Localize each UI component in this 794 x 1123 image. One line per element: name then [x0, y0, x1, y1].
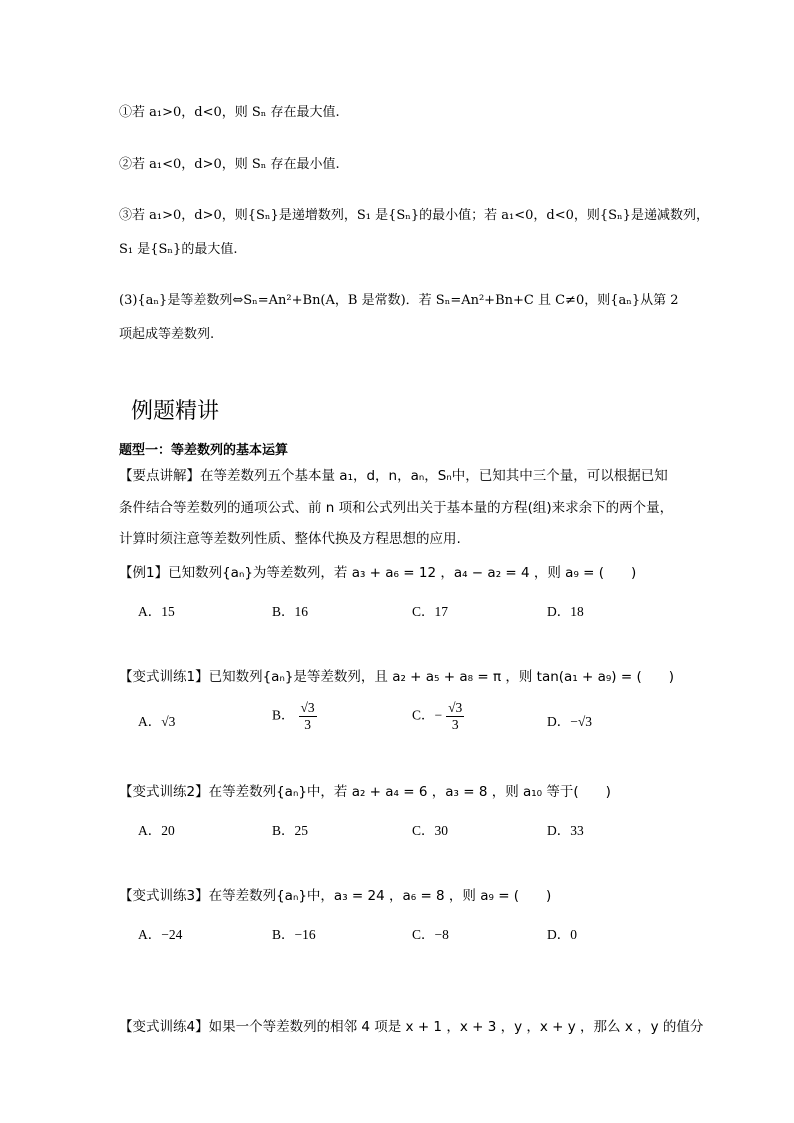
key-points-line-2: 条件结合等差数列的通项公式、前 n 项和公式列出关于基本量的方程(组)来求余下的两个量，	[119, 500, 674, 516]
option-b: B．16	[272, 604, 309, 619]
numerator: √3	[448, 700, 463, 715]
property-4-line-1: (3){aₙ}是等差数列⇔Sₙ=An²+Bn(A，B 是常数)．若 Sₙ=An²+Bn+C 且 C≠0，则{aₙ}从第 2	[119, 293, 679, 308]
property-4-line-2: 项起成等差数列.	[119, 327, 215, 342]
option-c: C．30	[412, 823, 449, 838]
option-a: A．√3	[138, 714, 176, 729]
section-title: 例题精讲	[131, 399, 220, 424]
type1-title: 题型一：等差数列的基本运算	[119, 443, 289, 458]
option-a: A．−24	[138, 927, 183, 942]
example1-options	[0, 600, 794, 622]
variant1-stem: 【变式训练1】已知数列{aₙ}是等差数列，且 a₂ + a₅ + a₈ = π ，则 tan(a₁ + a₉) = ( )	[119, 669, 675, 685]
property-2: ②若 a₁<0，d>0，则 Sₙ 存在最小值.	[119, 157, 340, 172]
variant4-stem: 【变式训练4】如果一个等差数列的相邻 4 项是 x + 1 ，x + 3 ，y ，x + y ，那么 x ，y 的值分	[119, 1019, 704, 1035]
denominator: 3	[451, 717, 459, 732]
variant2-stem: 【变式训练2】在等差数列{aₙ}中，若 a₂ + a₄ = 6 ，a₃ = 8 ，则 a₁₀ 等于( )	[119, 784, 611, 800]
example1-stem: 【例1】已知数列{aₙ}为等差数列，若 a₃ + a₆ = 12 ，a₄ − a₂ = 4 ，则 a₉ = ( )	[119, 565, 637, 581]
denominator: 3	[304, 717, 311, 732]
option-d: D．33	[547, 823, 584, 838]
option-a: A．20	[138, 823, 175, 838]
property-3-line-1: ③若 a₁>0，d>0，则{Sₙ}是递增数列，S₁ 是{Sₙ}的最小值；若 a₁<0，d<0，则{Sₙ}是递减数列，	[119, 208, 709, 223]
option-a: A．15	[138, 604, 175, 619]
variant1-options	[0, 700, 794, 742]
option-d: D．18	[547, 604, 584, 619]
option-b-label: B．	[272, 707, 295, 723]
numerator: √3	[300, 700, 315, 715]
property-3-line-2: S₁ 是{Sₙ}的最大值.	[119, 242, 238, 257]
variant3-options	[0, 923, 794, 945]
fraction	[299, 700, 317, 733]
option-c-label: C．−	[412, 707, 443, 723]
variant3-stem: 【变式训练3】在等差数列{aₙ}中，a₃ = 24 ，a₆ = 8 ，则 a₉ = ( )	[119, 888, 552, 904]
key-points-line-1: 【要点讲解】在等差数列五个基本量 a₁，d，n，aₙ，Sₙ中，已知其中三个量，可以根据已知	[119, 468, 668, 484]
option-b: B．25	[272, 823, 309, 838]
property-1: ①若 a₁>0，d<0，则 Sₙ 存在最大值.	[119, 105, 340, 120]
option-c: C．−8	[412, 927, 449, 942]
option-c	[412, 700, 464, 733]
option-d: D．0	[547, 927, 577, 942]
option-b	[272, 700, 317, 733]
option-d: D．−√3	[547, 714, 593, 729]
option-c: C．17	[412, 604, 449, 619]
variant2-options	[0, 819, 794, 841]
fraction	[446, 700, 464, 733]
key-points-line-3: 计算时须注意等差数列性质、整体代换及方程思想的应用.	[119, 531, 461, 547]
option-b: B．−16	[272, 927, 316, 942]
